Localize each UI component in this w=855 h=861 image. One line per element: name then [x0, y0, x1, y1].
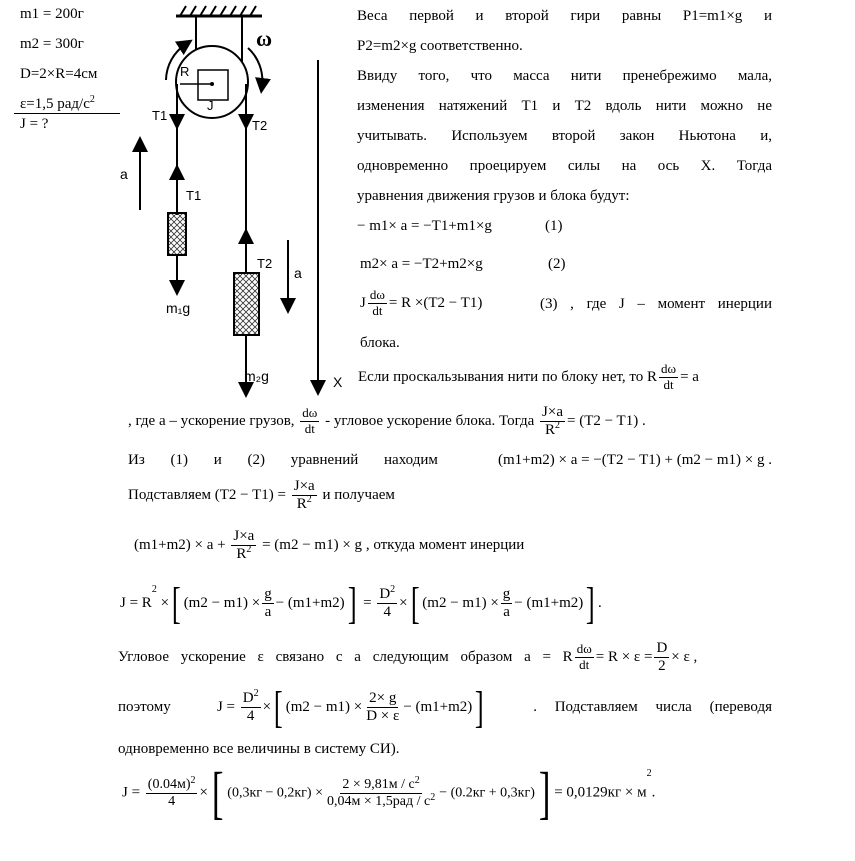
substitute-line: Подставляем (T2 − T1) = $\frac{J\times a}{R^2}$ и получаем — [128, 478, 395, 513]
equation-2-number: (2) — [548, 256, 566, 272]
label-a-right: a — [294, 265, 302, 281]
text-line: уравнения движения грузов и блока будут: — [357, 188, 630, 204]
label-a-left: a — [120, 166, 128, 182]
no-slip-line: Если проскальзывания нити по блоку нет, то R $\frac{d\omega}{dt}$ = a — [358, 361, 699, 392]
text-line: Ввиду того, что масса нити пренебрежимо мала, — [357, 68, 772, 84]
text-line: Веса первой и второй гири равны P1=m1×g и — [357, 8, 772, 24]
equation-4: (m1+m2) × a + $\frac{J\times a}{R^2}$ = (m2 − m1) × g , откуда момент инерции — [134, 528, 525, 563]
equation-2: m2× a = −T2+m2×g — [360, 256, 483, 272]
given-m1: m1 = 200г — [20, 6, 84, 22]
text-line: блока. — [360, 335, 400, 351]
pulley-diagram — [0, 0, 360, 400]
label-mg-left: m₁g — [166, 300, 191, 316]
text-line: одновременно проецируем силы на ось X. Тогда — [357, 158, 772, 174]
text-line: учитывать. Используем второй закон Ньютона и, — [357, 128, 772, 144]
label-T2-mid: T2 — [257, 256, 273, 271]
from-equations-line: Из (1) и (2) уравнений находим (m1+m2) × a = −(T2 − T1) + (m2 − m1) × g . — [128, 452, 772, 468]
label-T1-mid: T1 — [186, 188, 202, 203]
label-T1-top: T1 — [152, 108, 168, 123]
weight-1 — [168, 213, 186, 255]
numeric-equation: J = $\frac{(0.04м)^2}{4}$ ×[ (0,3кг − 0,2кг) × $\frac{2 \times 9,81м / c^2}{0,04м \times 1,5рад / c^2}$ − $(0.2кг + 0,3кг)] = 0,0129кг \times м^2$. — [122, 760, 656, 825]
label-x-axis: X — [333, 374, 343, 390]
ceiling — [176, 6, 262, 16]
equation-1-number: (1) — [545, 218, 563, 234]
weight-2 — [234, 273, 259, 335]
given-find: J = ? — [20, 116, 49, 132]
acceleration-line: , где a – ускорение грузов, $\frac{d\omega}{dt}$ - угловое ускорение блока. Тогда $\frac{J\times a}{R^2}$ = (T2 − T1) . — [128, 404, 646, 439]
equation-J: $J = R^2$ ×[ (m2 − m1) × $\frac{g}{a}$ − (m1+m2)] = $\frac{D^2}{4}$ ×[ (m2 − m1) × $\frac{g}{a}$ − (m1+m2)] . — [120, 579, 602, 629]
given-epsilon: ε=1,5 рад/$с^2$ — [20, 94, 95, 112]
equation-1: − m1× a = −T1+m1×g — [357, 218, 492, 234]
given-diameter: D=2×R=4см — [20, 66, 98, 82]
text-line: P2=m2×g соответственно. — [357, 38, 523, 54]
equation-3-number: (3) , где J – момент инерции — [540, 296, 772, 312]
label-omega: ω — [256, 26, 273, 51]
label-mg-right: m₂g — [244, 368, 269, 384]
si-line: одновременно все величины в систему СИ). — [118, 741, 400, 757]
label-inertia: J — [207, 98, 214, 113]
label-radius: R — [180, 64, 190, 79]
equation-3: J $\frac{d\omega}{dt}$ = R ×(T2 − T1) — [360, 287, 483, 318]
text-line: изменения натяжений T1 и T2 вдоль нити можно не — [357, 98, 772, 114]
angular-acceleration-line: Угловое ускорение ε связано с a следующим образом a = R $\frac{d\omega}{dt}$ = R × ε = $\frac{D}{2}$ × ε , — [118, 640, 698, 675]
given-m2: m2 = 300г — [20, 36, 84, 52]
therefore-line: поэтому J = $\frac{D^2}{4}$ ×[ (m2 − m1) × $\frac{2\times g}{D \times \varepsilon}$ − (m1+m2)] . Подставляем числа (переводя — [118, 683, 772, 733]
label-T2-top: T2 — [252, 118, 268, 133]
rotation-arrow-right — [248, 48, 262, 86]
